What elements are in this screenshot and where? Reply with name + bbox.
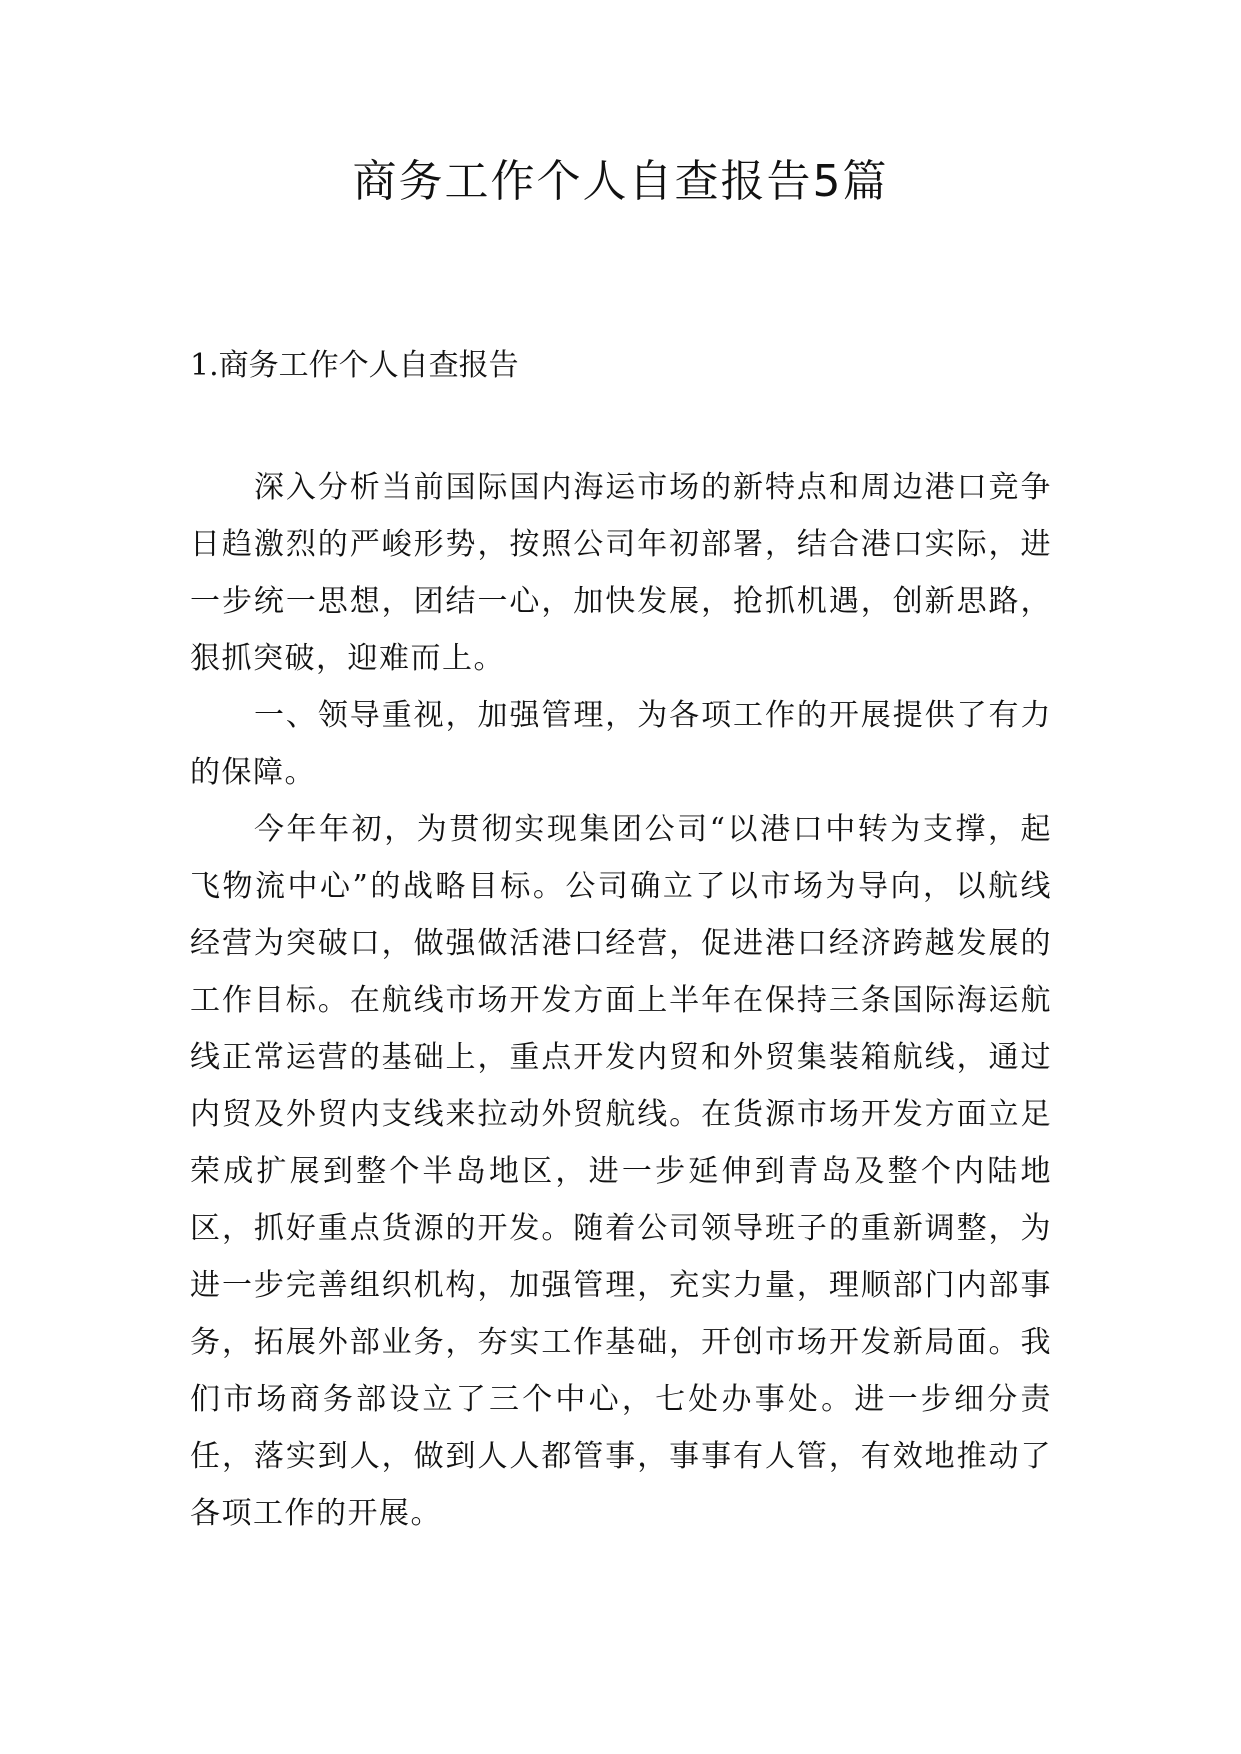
paragraph-intro: 深入分析当前国际国内海运市场的新特点和周边港口竞争日趋激烈的严峻形势，按照公司年初部署，结合港口实际，进一步统一思想，团结一心，加快发展，抢抓机遇，创新思路，狠抓突破，迎难而上。 — [190, 470, 1052, 676]
document-body — [190, 459, 1052, 1542]
section-heading: 1.商务工作个人自查报告 — [190, 348, 519, 383]
paragraph-details: 今年年初，为贯彻实现集团公司“以港口中转为支撑，起飞物流中心”的战略目标。公司确立了以市场为导向，以航线经营为突破口，做强做活港口经营，促进港口经济跨越发展的工作目标。在航线市场开发方面上半年在保持三条国际海运航线正常运营的基础上，重点开发内贸和外贸集装箱航线，通过内贸及外贸内支线来拉动外贸航线。在货源市场开发方面立足荣成扩展到整个半岛地区，进一步延伸到青岛及整个内陆地区，抓好重点货源的开发。随着公司领导班子的重新调整，为进一步完善组织机构，加强管理，充实力量，理顺部门内部事务，拓展外部业务，夯实工作基础，开创市场开发新局面。我们市场商务部设立了三个中心，七处办事处。进一步细分责任，落实到人，做到人人都管事，事事有人管，有效地推动了各项工作的开展。 — [190, 812, 1052, 1531]
paragraph-point-one: 一、领导重视，加强管理，为各项工作的开展提供了有力的保障。 — [190, 698, 1052, 790]
document-title: 商务工作个人自查报告5篇 — [352, 156, 889, 207]
